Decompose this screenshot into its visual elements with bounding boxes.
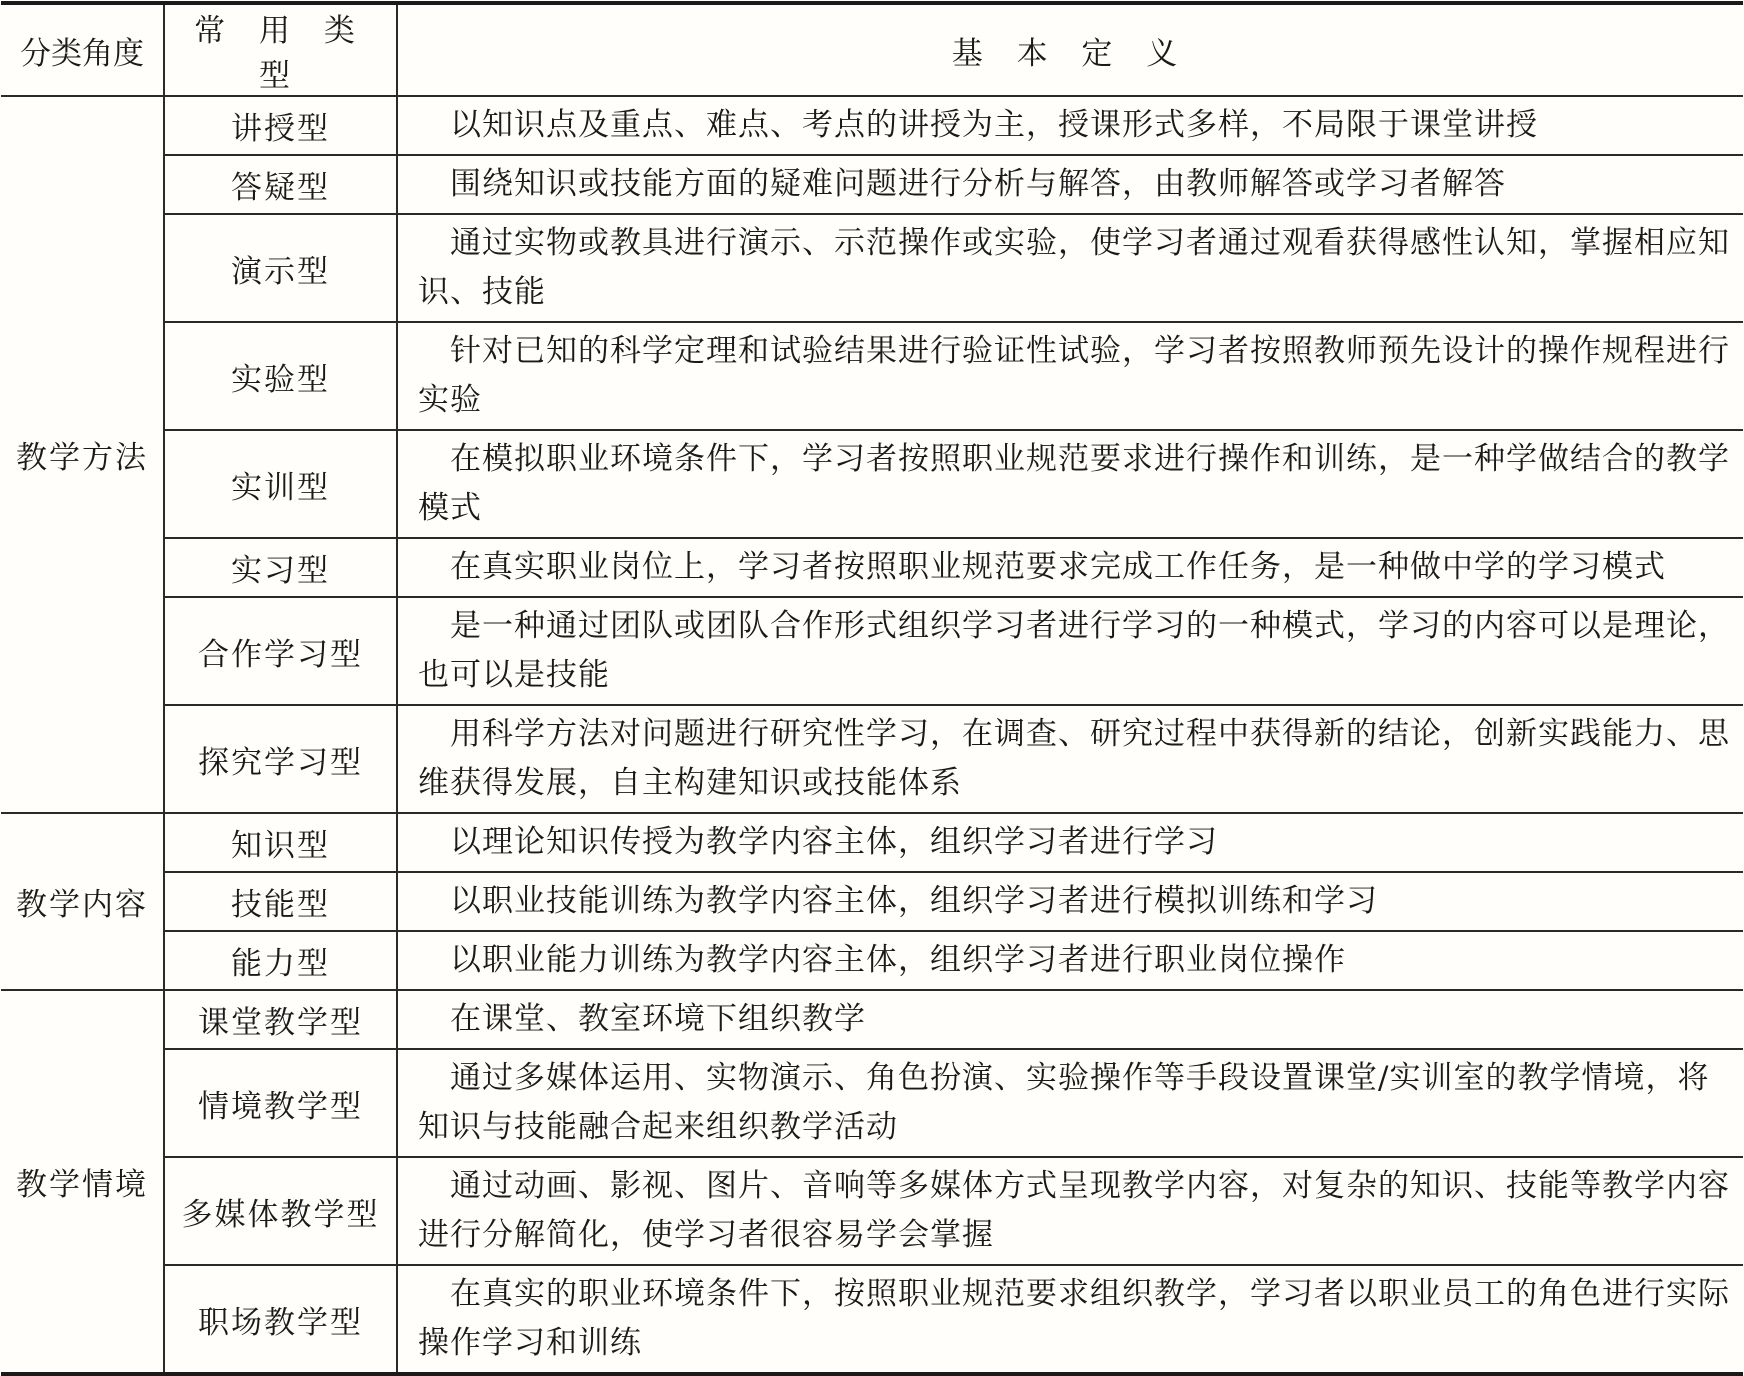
table-row	[1, 931, 1743, 990]
header-definition: 基 本 定 义	[397, 3, 1743, 96]
type-cell: 多媒体教学型	[164, 1157, 397, 1265]
definition-cell: 以理论知识传授为教学内容主体，组织学习者进行学习	[397, 813, 1743, 872]
definition-cell: 在课堂、教室环境下组织教学	[397, 990, 1743, 1049]
header-category: 分类角度	[1, 3, 164, 96]
definition-cell: 在真实的职业环境条件下，按照职业规范要求组织教学，学习者以职业员工的角色进行实际操作学习和训练	[397, 1265, 1743, 1374]
type-cell: 合作学习型	[164, 597, 397, 705]
table-row	[1, 430, 1743, 538]
definition-cell: 围绕知识或技能方面的疑难问题进行分析与解答，由教师解答或学习者解答	[397, 155, 1743, 214]
type-cell: 实验型	[164, 322, 397, 430]
definition-cell: 在模拟职业环境条件下，学习者按照职业规范要求进行操作和训练，是一种学做结合的教学模式	[397, 430, 1743, 538]
definition-cell: 以职业技能训练为教学内容主体，组织学习者进行模拟训练和学习	[397, 872, 1743, 931]
definition-cell: 通过实物或教具进行演示、示范操作或实验，使学习者通过观看获得感性认知，掌握相应知识、技能	[397, 214, 1743, 322]
category-cell: 教学情境	[1, 990, 164, 1374]
type-cell: 课堂教学型	[164, 990, 397, 1049]
type-cell: 讲授型	[164, 96, 397, 155]
definition-cell: 在真实职业岗位上，学习者按照职业规范要求完成工作任务，是一种做中学的学习模式	[397, 538, 1743, 597]
table-row	[1, 96, 1743, 155]
table-row	[1, 872, 1743, 931]
definition-cell: 通过多媒体运用、实物演示、角色扮演、实验操作等手段设置课堂/实训室的教学情境，将知识与技能融合起来组织教学活动	[397, 1049, 1743, 1157]
category-cell: 教学内容	[1, 813, 164, 990]
header-type: 常 用 类 型	[164, 3, 397, 96]
type-cell: 能力型	[164, 931, 397, 990]
type-cell: 技能型	[164, 872, 397, 931]
definition-cell: 通过动画、影视、图片、音响等多媒体方式呈现教学内容，对复杂的知识、技能等教学内容进行分解简化，使学习者很容易学会掌握	[397, 1157, 1743, 1265]
definition-cell: 以职业能力训练为教学内容主体，组织学习者进行职业岗位操作	[397, 931, 1743, 990]
type-cell: 情境教学型	[164, 1049, 397, 1157]
definition-cell: 用科学方法对问题进行研究性学习，在调查、研究过程中获得新的结论，创新实践能力、思维获得发展，自主构建知识或技能体系	[397, 705, 1743, 813]
table-row	[1, 1157, 1743, 1265]
type-cell: 答疑型	[164, 155, 397, 214]
definition-cell: 针对已知的科学定理和试验结果进行验证性试验，学习者按照教师预先设计的操作规程进行实验	[397, 322, 1743, 430]
type-cell: 演示型	[164, 214, 397, 322]
table-row	[1, 705, 1743, 813]
table-row	[1, 990, 1743, 1049]
definition-cell: 是一种通过团队或团队合作形式组织学习者进行学习的一种模式，学习的内容可以是理论，也可以是技能	[397, 597, 1743, 705]
table-row	[1, 155, 1743, 214]
teaching-types-table	[1, 1, 1743, 1376]
table-row	[1, 597, 1743, 705]
table-header-row	[1, 3, 1743, 96]
type-cell: 实习型	[164, 538, 397, 597]
category-cell: 教学方法	[1, 96, 164, 813]
type-cell: 探究学习型	[164, 705, 397, 813]
table-row	[1, 813, 1743, 872]
type-cell: 实训型	[164, 430, 397, 538]
table-row	[1, 322, 1743, 430]
type-cell: 职场教学型	[164, 1265, 397, 1374]
table-row	[1, 214, 1743, 322]
table-row	[1, 1049, 1743, 1157]
table-row	[1, 538, 1743, 597]
table-row	[1, 1265, 1743, 1374]
definition-cell: 以知识点及重点、难点、考点的讲授为主，授课形式多样，不局限于课堂讲授	[397, 96, 1743, 155]
type-cell: 知识型	[164, 813, 397, 872]
